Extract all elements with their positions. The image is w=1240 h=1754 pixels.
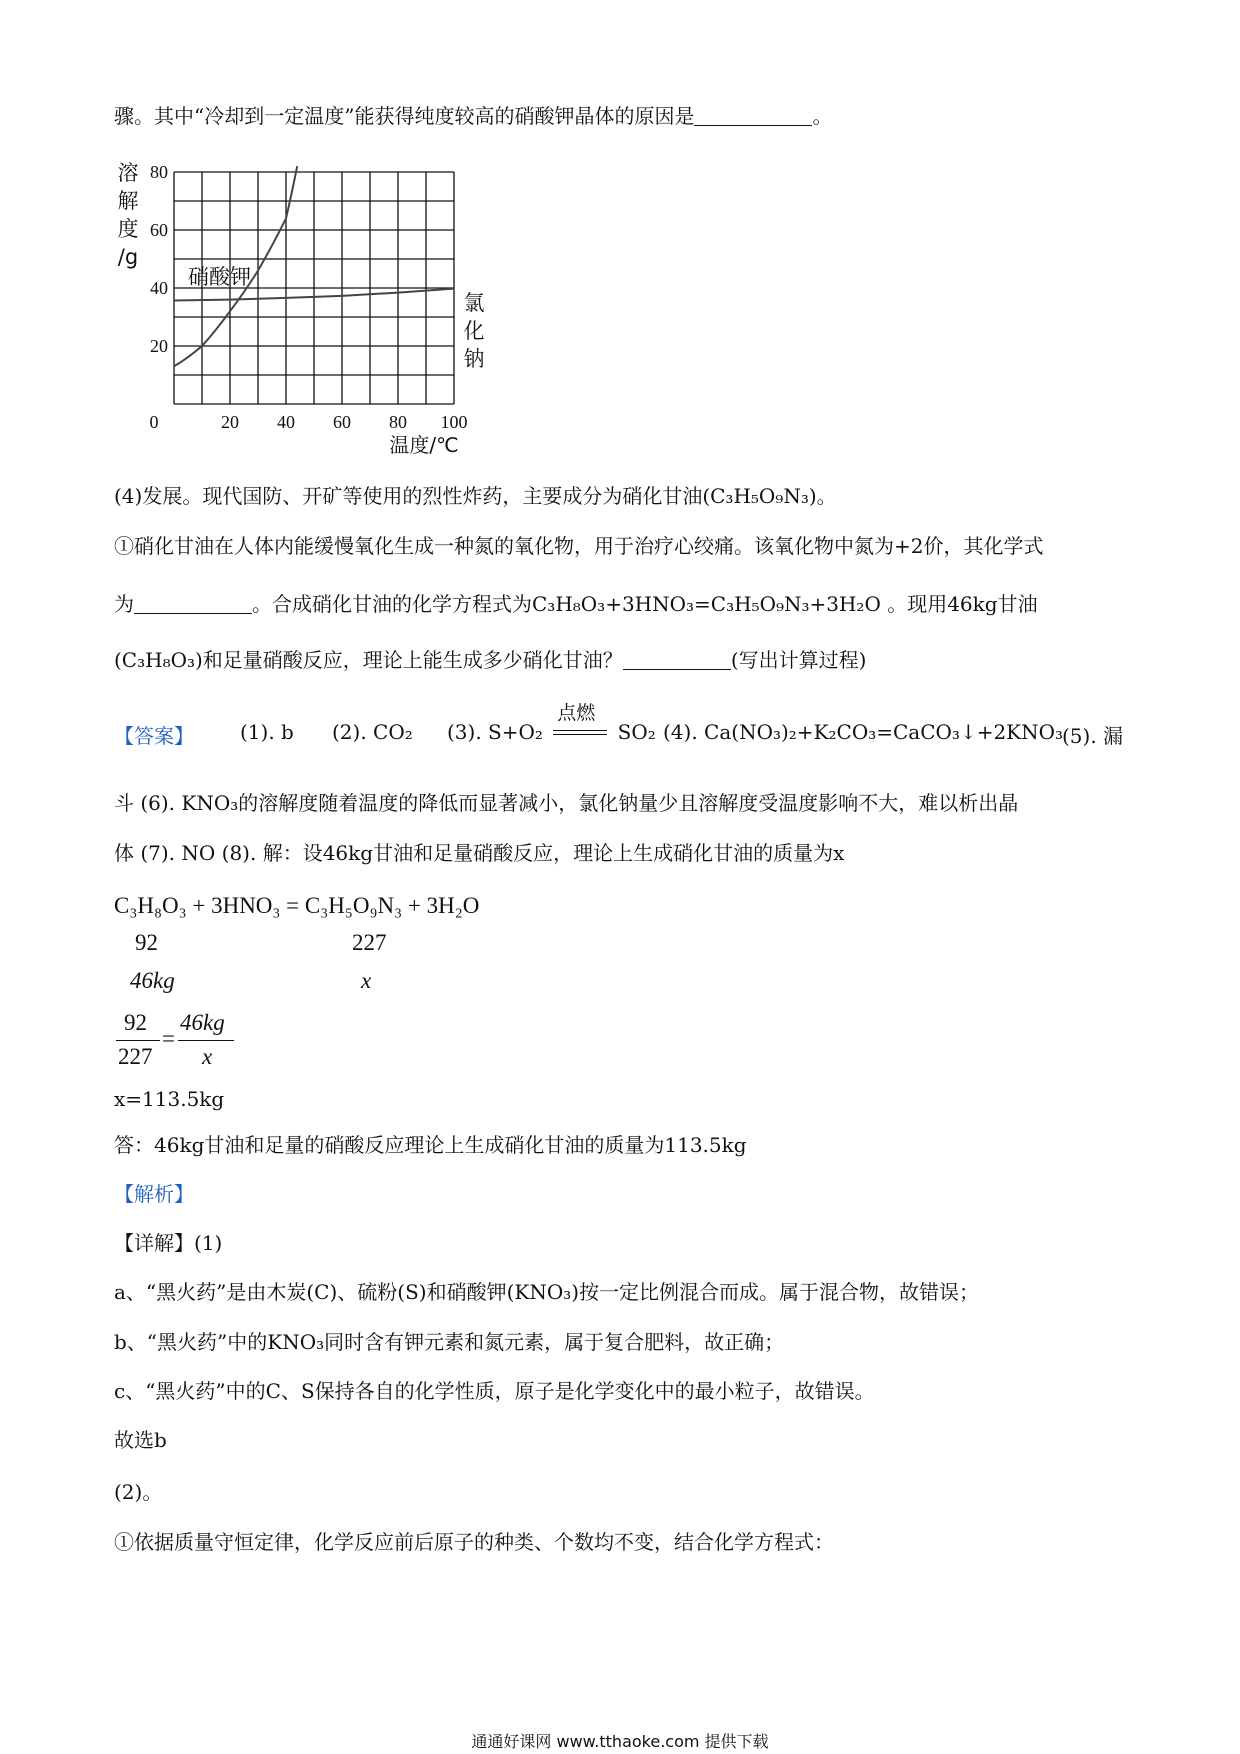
y-tick-label: 40: [150, 278, 168, 298]
answer-blank[interactable]: [694, 125, 812, 126]
answer-3: (3). S+O₂ 点燃 SO₂: [447, 720, 656, 744]
analysis-q2: (2)。: [114, 1480, 163, 1504]
x-tick-label: 20: [221, 412, 239, 432]
answer-4: (4). Ca(NO₃)₂+K₂CO₃=CaCO₃↓+2KNO₃: [663, 720, 1064, 744]
y-tick-label: 80: [150, 162, 168, 182]
y-axis-label: 解: [117, 189, 139, 213]
question-4-1-line3: (C₃H₈O₃)和足量硝酸反应，理论上能生成多少硝化甘油？ (写出计算过程): [114, 648, 867, 672]
calc-value-1: 46kg: [130, 968, 175, 993]
analysis-detail-heading: 【详解】(1): [114, 1231, 223, 1255]
calc-molar-mass-2: 227: [352, 930, 387, 955]
answer-line-3: 体 (7). NO (8). 解：设46kg甘油和足量硝酸反应，理论上生成硝化甘油的质量为x: [114, 841, 845, 865]
x-tick-label: 80: [389, 412, 407, 432]
calc-value-2: x: [361, 968, 372, 993]
reaction-condition: 点燃: [557, 701, 596, 724]
x-axis-label: 温度/℃: [389, 433, 459, 457]
calc-conclusion: 答：46kg甘油和足量的硝酸反应理论上生成硝化甘油的质量为113.5kg: [114, 1133, 747, 1157]
frac-right-numerator: 46kg: [180, 1010, 225, 1035]
analysis-choose: 故选b: [114, 1428, 167, 1452]
answer-blank[interactable]: [134, 613, 252, 614]
footer-credit: 通通好课网 www.tthaoke.com 提供下载: [471, 1732, 769, 1751]
frac-left-numerator: 92: [124, 1010, 147, 1035]
answer-blank[interactable]: [623, 669, 731, 670]
reaction-condition-arrow: [549, 701, 611, 744]
y-axis-label: 溶: [117, 161, 139, 185]
calc-molar-mass-1: 92: [135, 930, 158, 955]
answer-2: (2). CO₂: [332, 720, 413, 744]
analysis-a: a、“黑火药”是由木炭(C)、硫粉(S)和硝酸钾(KNO₃)按一定比例混合而成。属于混合物，故错误；: [114, 1280, 980, 1304]
answer-tag: 【答案】: [114, 724, 194, 748]
series-label-nacl: 化: [463, 319, 485, 343]
question-4-title: (4)发展。现代国防、开矿等使用的烈性炸药，主要成分为硝化甘油(C₃H₅O₉N₃)。: [114, 484, 837, 508]
answer-line-2: 斗 (6). KNO₃的溶解度随着温度的降低而显著减小，氯化钠量少且溶解度受温度影响不大，难以析出晶: [114, 791, 1019, 815]
x-tick-label: 60: [333, 412, 351, 432]
frac-left-denominator: 227: [118, 1044, 153, 1069]
x-tick-label: 40: [277, 412, 295, 432]
answer-1: (1). b: [240, 720, 294, 744]
y-tick-label: 20: [150, 336, 168, 356]
frac-right-denominator: x: [202, 1044, 213, 1069]
y-axis-label: 度: [117, 217, 139, 241]
calc-equation: C₃H₈O₃ + 3HNO₃ = C₃H₅O₉N₃ + 3H₂O: [114, 893, 480, 918]
x-tick-label: 0: [149, 412, 159, 432]
analysis-b: b、“黑火药”中的KNO₃同时含有钾元素和氮元素，属于复合肥料，故正确；: [114, 1330, 785, 1354]
analysis-tag: 【解析】: [114, 1182, 194, 1206]
analysis-q2-1: ①依据质量守恒定律，化学反应前后原子的种类、个数均不变，结合化学方程式：: [114, 1530, 834, 1554]
question-3-tail: 骤。其中“冷却到一定温度”能获得纯度较高的硝酸钾晶体的原因是 。: [114, 104, 833, 128]
x-tick-label: 100: [440, 412, 468, 432]
series-label-kno3: 硝酸钾: [188, 265, 251, 289]
equals-sign: =: [162, 1026, 175, 1051]
y-axis-label: /g: [117, 245, 139, 269]
solubility-chart: [114, 158, 494, 458]
question-4-1-line2: 为 。合成硝化甘油的化学方程式为C₃H₈O₃+3HNO₃=C₃H₅O₉N₃+3H₂O 。现用46kg甘油: [114, 592, 1038, 616]
y-tick-label: 60: [150, 220, 168, 240]
calc-proportion: [114, 1008, 244, 1068]
question-4-1-line1: ①硝化甘油在人体内能缓慢氧化生成一种氮的氧化物，用于治疗心绞痛。该氧化物中氮为+2价，其化学式: [114, 534, 1044, 558]
series-label-nacl: 钠: [463, 347, 485, 371]
analysis-c: c、“黑火药”中的C、S保持各自的化学性质，原子是化学变化中的最小粒子，故错误。: [114, 1379, 875, 1403]
answer-5: (5). 漏: [1062, 724, 1124, 748]
calc-result: x=113.5kg: [114, 1087, 225, 1111]
series-label-nacl: 氯: [463, 291, 485, 315]
